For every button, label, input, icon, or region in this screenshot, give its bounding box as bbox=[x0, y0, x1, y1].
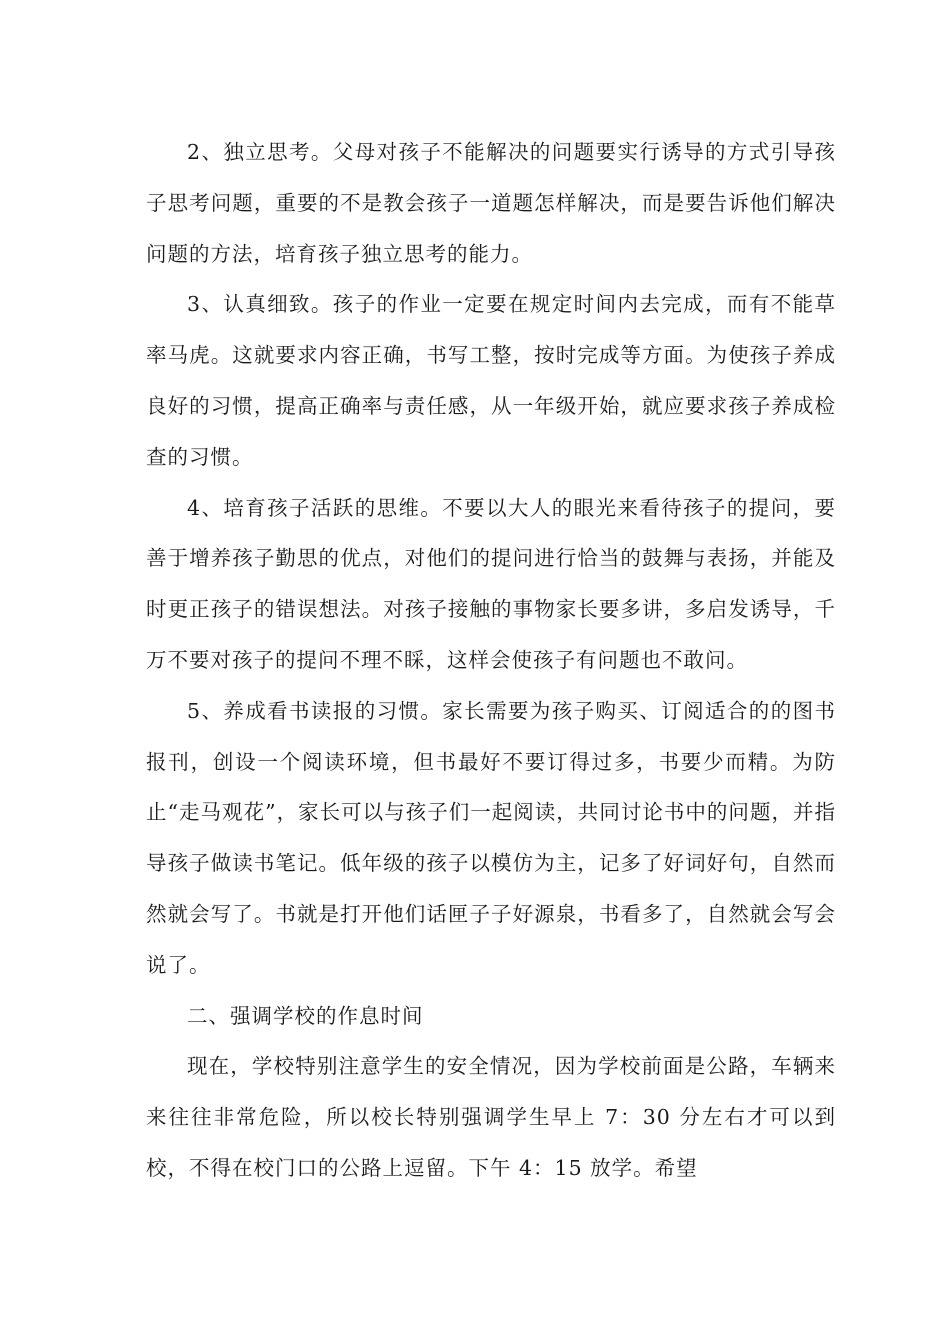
paragraph-reading-habit: 5、养成看书读报的习惯。家长需要为孩子购买、订阅适合的的图书报刊，创设一个阅读环境，但书最好不要订得过多，书要少而精。为防止“走马观花”，家长可以与孩子们一起阅读，共同讨论书中的问题，并指导孩子做读书笔记。低年级的孩子以模仿为主，记多了好词好句，自然而然就会写了。书就是打开他们话匣子子好源泉，书看多了，自然就会写会说了。 bbox=[146, 698, 836, 977]
paragraph-school-safety: 现在，学校特别注意学生的安全情况，因为学校前面是公路，车辆来来往往非常危险，所以校长特别强调学生早上 7：30 分左右才可以到校，不得在校门口的公路上逗留。下午 4：15 放学。希望 bbox=[146, 1054, 836, 1180]
section-heading-school-schedule: 二、强调学校的作息时间 bbox=[187, 1003, 424, 1028]
paragraph-active-thinking: 4、培育孩子活跃的思维。不要以大人的眼光来看待孩子的提问，要善于增养孩子勤思的优点，对他们的提问进行恰当的鼓舞与表扬，并能及时更正孩子的错误想法。对孩子接触的事物家长要多讲，多启发诱导，千万不要对孩子的提问不理不睬，这样会使孩子有问题也不敢问。 bbox=[146, 495, 836, 672]
paragraph-independent-thinking: 2、独立思考。父母对孩子不能解决的问题要实行诱导的方式引导孩子思考问题，重要的不是教会孩子一道题怎样解决，而是要告诉他们解决问题的方法，培育孩子独立思考的能力。 bbox=[146, 140, 836, 266]
paragraph-careful-work: 3、认真细致。孩子的作业一定要在规定时间内去完成，而有不能草率马虎。这就要求内容正确，书写工整，按时完成等方面。为使孩子养成良好的习惯，提高正确率与责任感，从一年级开始，就应要求孩子养成检查的习惯。 bbox=[146, 292, 836, 469]
document-body bbox=[146, 127, 836, 1194]
